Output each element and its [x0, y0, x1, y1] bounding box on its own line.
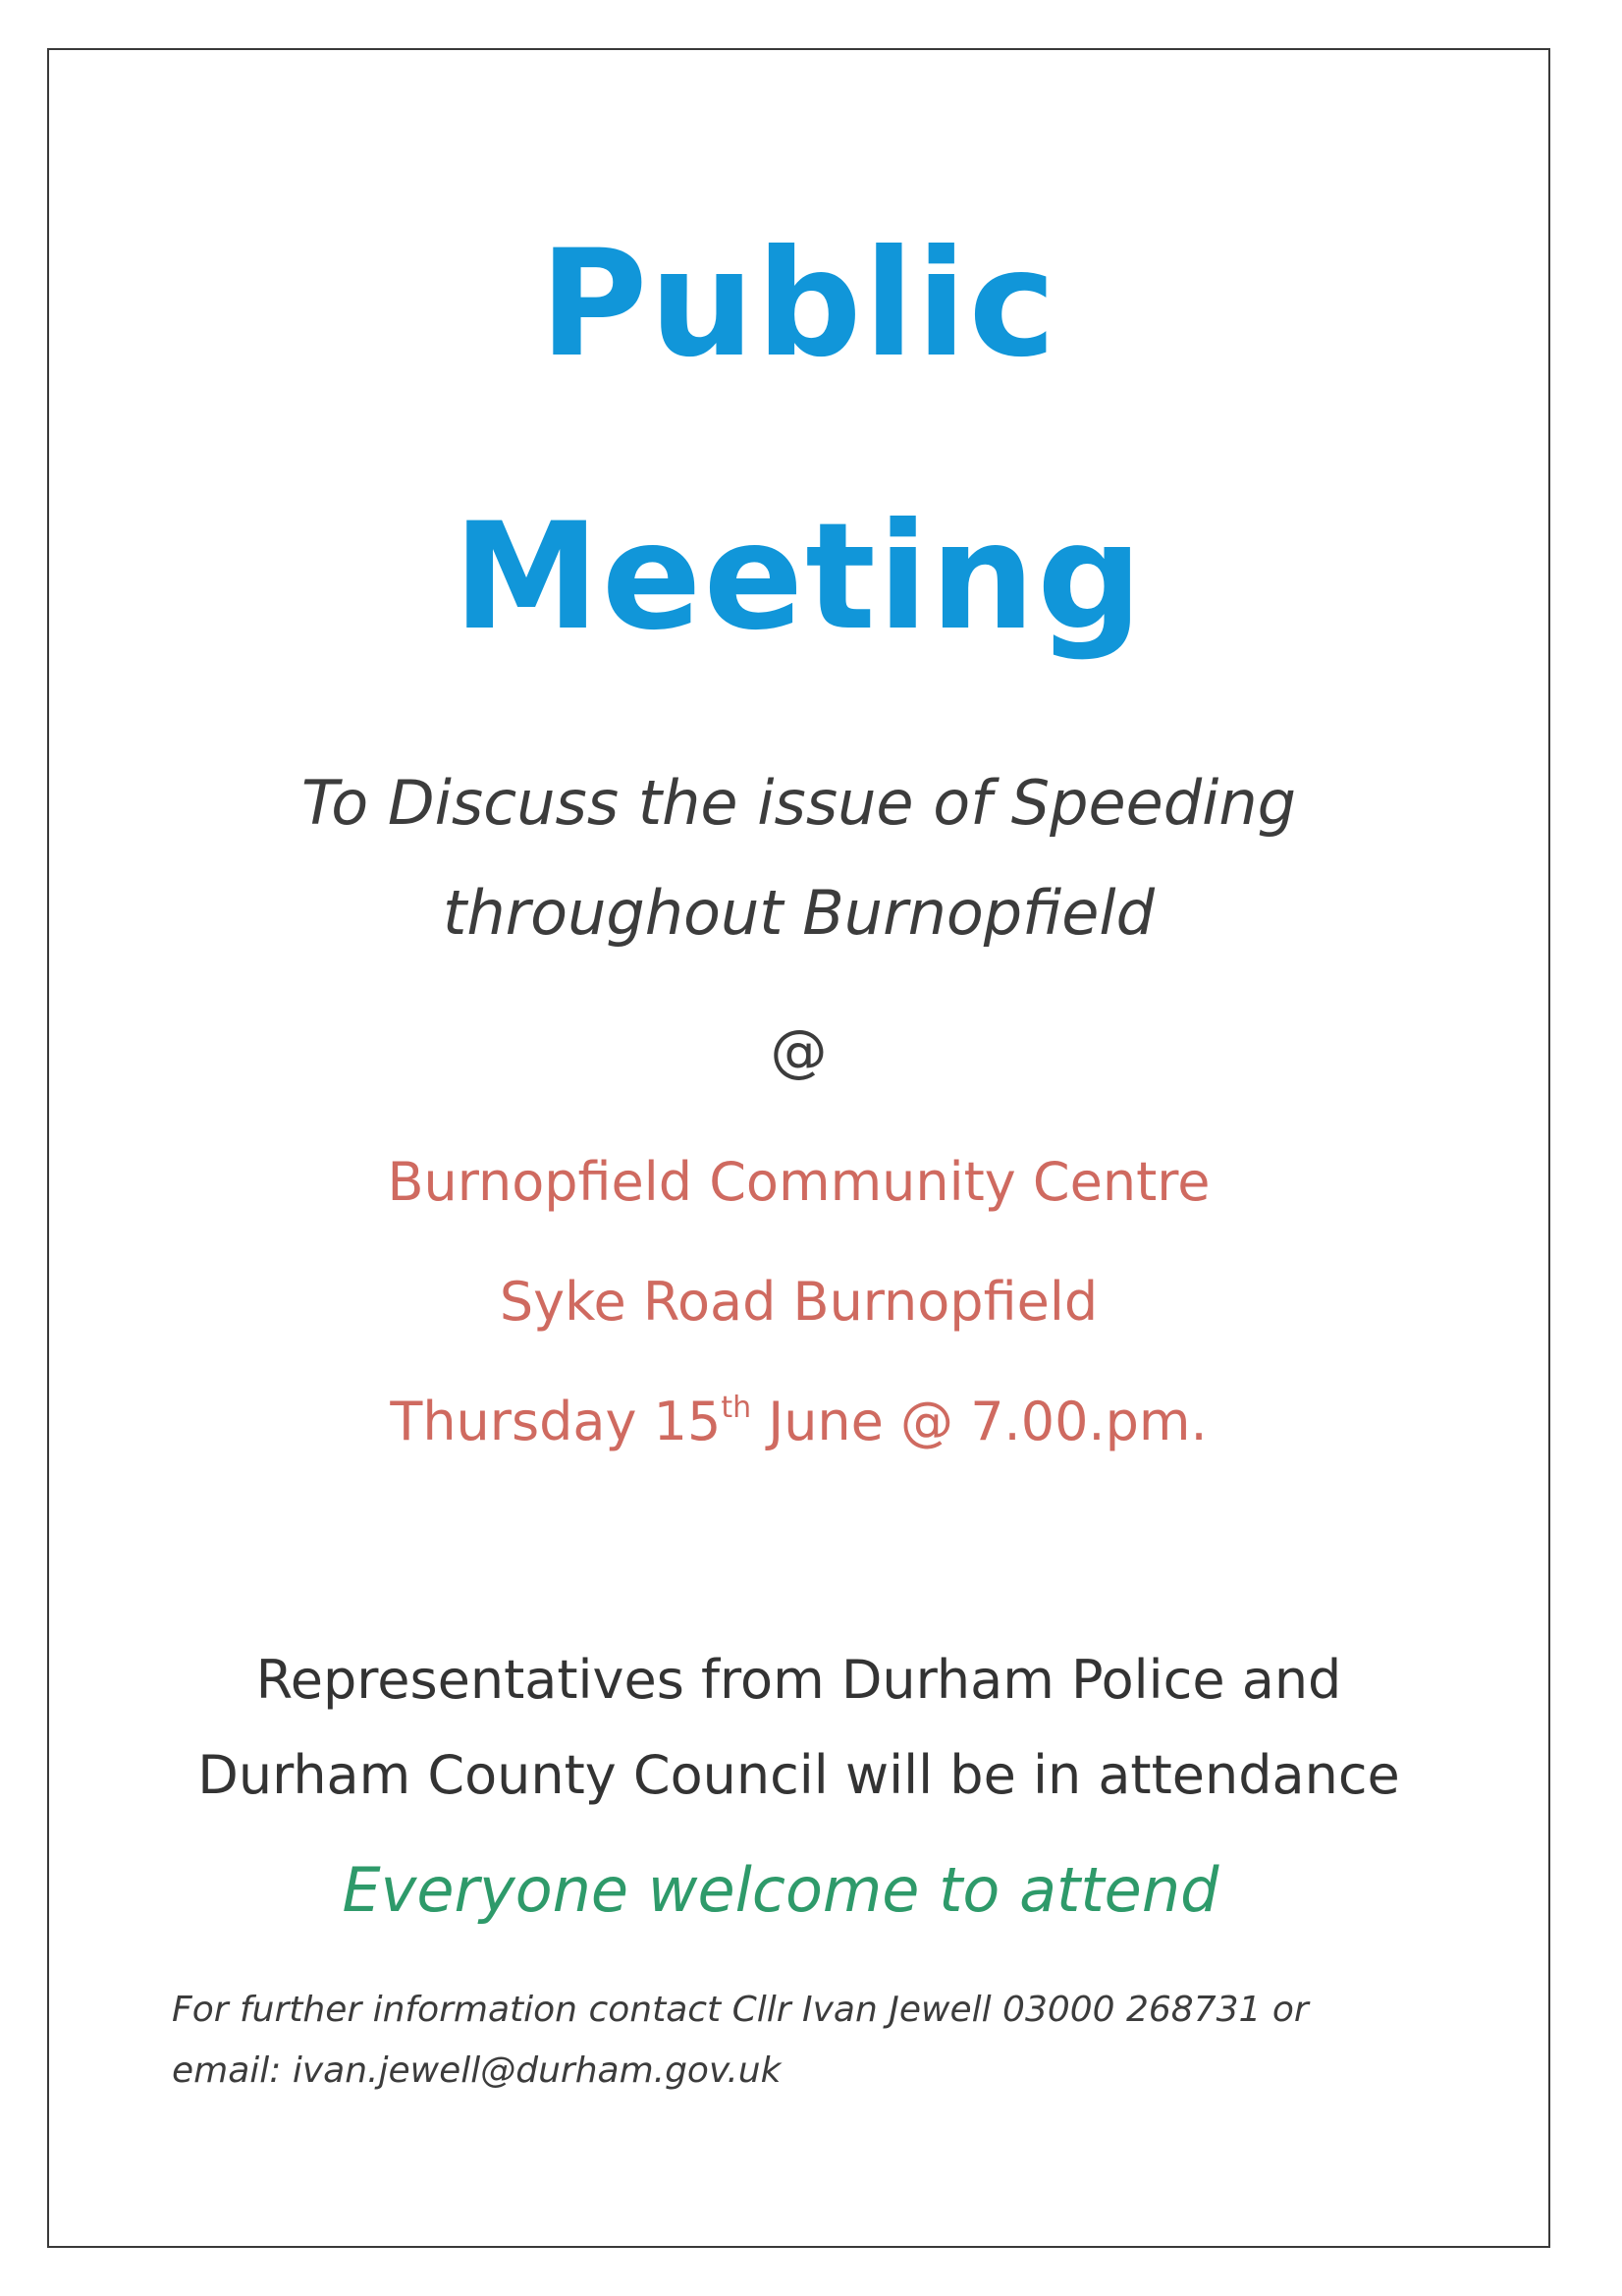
date-suffix: June @ 7.00.pm.: [751, 1391, 1208, 1452]
venue-address: Syke Road Burnopfield: [499, 1271, 1099, 1333]
subtitle-line-1: To Discuss the issue of Speeding: [301, 767, 1296, 839]
at-sign: @: [770, 1017, 828, 1084]
contact-email-line: email: ivan.jewell@durham.gov.uk: [172, 2050, 782, 2091]
date-prefix: Thursday 15: [390, 1391, 722, 1452]
poster-title-line-1: Public: [539, 219, 1058, 390]
date-ordinal: th: [721, 1391, 752, 1425]
poster-title-line-2: Meeting: [453, 492, 1145, 663]
subtitle-line-2: throughout Burnopfield: [443, 877, 1155, 949]
representatives-line-2: Durham County Council will be in attendance: [197, 1744, 1400, 1806]
representatives-line-1: Representatives from Durham Police and: [255, 1649, 1342, 1711]
meeting-date-time: [47, 1387, 1550, 1457]
welcome-message: Everyone welcome to attend: [342, 1854, 1219, 1926]
contact-info-line-1: For further information contact Cllr Ivan Jewell 03000 268731 or: [172, 1990, 1309, 2030]
venue-name: Burnopfield Community Centre: [387, 1151, 1211, 1213]
